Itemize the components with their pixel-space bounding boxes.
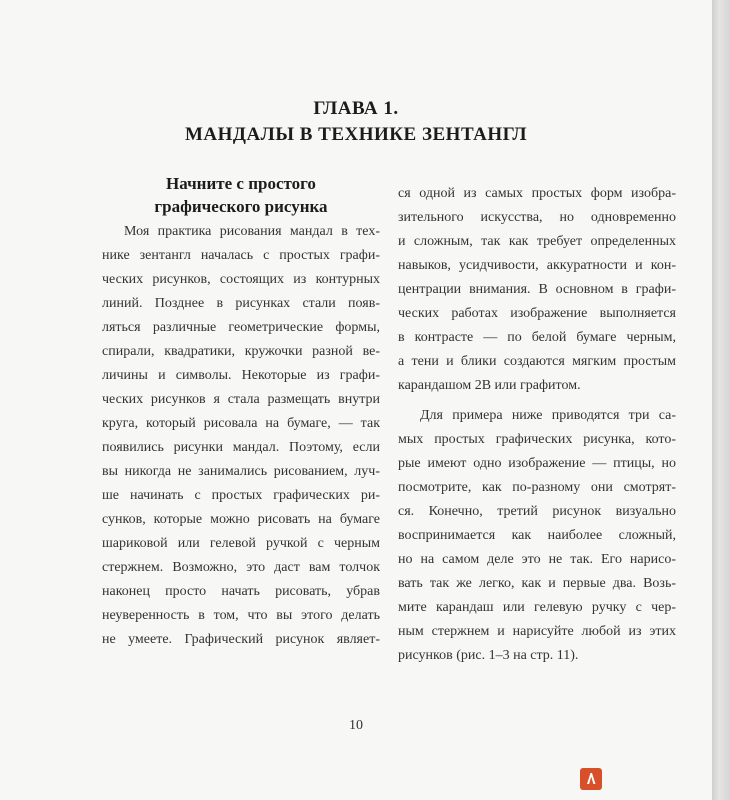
text-line: неуверенность в том, что вы этого делать bbox=[102, 608, 380, 623]
section-heading-line-2: графического рисунка bbox=[154, 197, 328, 216]
left-column bbox=[102, 220, 380, 652]
page-number: 10 bbox=[349, 718, 363, 733]
text-line: наконец просто начать рисовать, убрав bbox=[102, 584, 380, 599]
text-line: центрации внимания. В основном в графи- bbox=[398, 282, 676, 297]
text-line: мых простых графических рисунка, кото- bbox=[398, 432, 676, 447]
text-line: в контрасте — по белой бумаге черным, bbox=[398, 330, 676, 345]
text-line: вать так же легко, как и первые два. Возь- bbox=[398, 576, 676, 591]
text-line: нике зентангл началась с простых графи- bbox=[102, 248, 380, 263]
text-line: карандашом 2B или графитом. bbox=[398, 378, 581, 393]
text-line: ческих работах изображение выполняется bbox=[398, 306, 676, 321]
text-line: ше начинать с простых графических ри- bbox=[102, 488, 380, 503]
text-line: но на самом деле это не так. Его нарисо- bbox=[398, 552, 676, 567]
text-line: шариковой или гелевой ручкой с черным bbox=[102, 536, 380, 551]
chapter-number: ГЛАВА 1. bbox=[313, 98, 399, 119]
text-line: появились рисунки мандал. Поэтому, если bbox=[102, 440, 380, 455]
text-line: ся. Конечно, третий рисунок визуально bbox=[398, 504, 676, 519]
text-line: рые имеют одно изображение — птицы, но bbox=[398, 456, 676, 471]
text-line: ся одной из самых простых форм изобра- bbox=[398, 186, 676, 201]
text-line: линий. Позднее в рисунках стали появ- bbox=[102, 296, 380, 311]
right-column bbox=[398, 182, 676, 668]
text-line: и сложным, так как требует определенных bbox=[398, 234, 676, 249]
text-line: стержнем. Возможно, это даст вам толчок bbox=[102, 560, 380, 575]
text-line: навыков, усидчивости, аккуратности и кон- bbox=[398, 258, 676, 273]
chapter-title bbox=[0, 96, 712, 148]
text-line: спирали, квадратики, кружочки разной ве- bbox=[102, 344, 380, 359]
text-line: круга, который рисовала на бумаге, — так bbox=[102, 416, 380, 431]
text-line: воспринимается как наиболее сложный, bbox=[398, 528, 676, 543]
text-line: личины и символы. Некоторые из графи- bbox=[102, 368, 380, 383]
text-line: зительного искусства, но одновременно bbox=[398, 210, 676, 225]
text-line: Для примера ниже приводятся три са- bbox=[420, 408, 676, 423]
text-line: сунков, которые можно рисовать на бумаге bbox=[102, 512, 380, 527]
text-line: ным стержнем и нарисуйте любой из этих bbox=[398, 624, 676, 639]
text-line: ческих рисунков, состоящих из контурных bbox=[102, 272, 380, 287]
section-heading-line-1: Начните с простого bbox=[166, 174, 316, 193]
chapter-name: МАНДАЛЫ В ТЕХНИКЕ ЗЕНТАНГЛ bbox=[184, 124, 528, 145]
text-line: а тени и блики создаются мягким простым bbox=[398, 354, 676, 369]
text-line: ляться различные геометрические формы, bbox=[102, 320, 380, 335]
text-line: не умеете. Графический рисунок являет- bbox=[102, 632, 380, 647]
text-line: Моя практика рисования мандал в тех- bbox=[124, 224, 380, 239]
page-edge bbox=[712, 0, 730, 800]
text-line: рисунков (рис. 1–3 на стр. 11). bbox=[398, 648, 579, 663]
text-line: посмотрите, как по-разному они смотрят- bbox=[398, 480, 676, 495]
text-line: мите карандаш или гелевую ручку с чер- bbox=[398, 600, 676, 615]
labirint-logo-icon bbox=[580, 768, 602, 790]
text-line: ческих рисунков я стала размещать внутри bbox=[102, 392, 380, 407]
text-line: вы никогда не занимались рисованием, луч- bbox=[102, 464, 380, 479]
section-heading bbox=[102, 172, 380, 218]
